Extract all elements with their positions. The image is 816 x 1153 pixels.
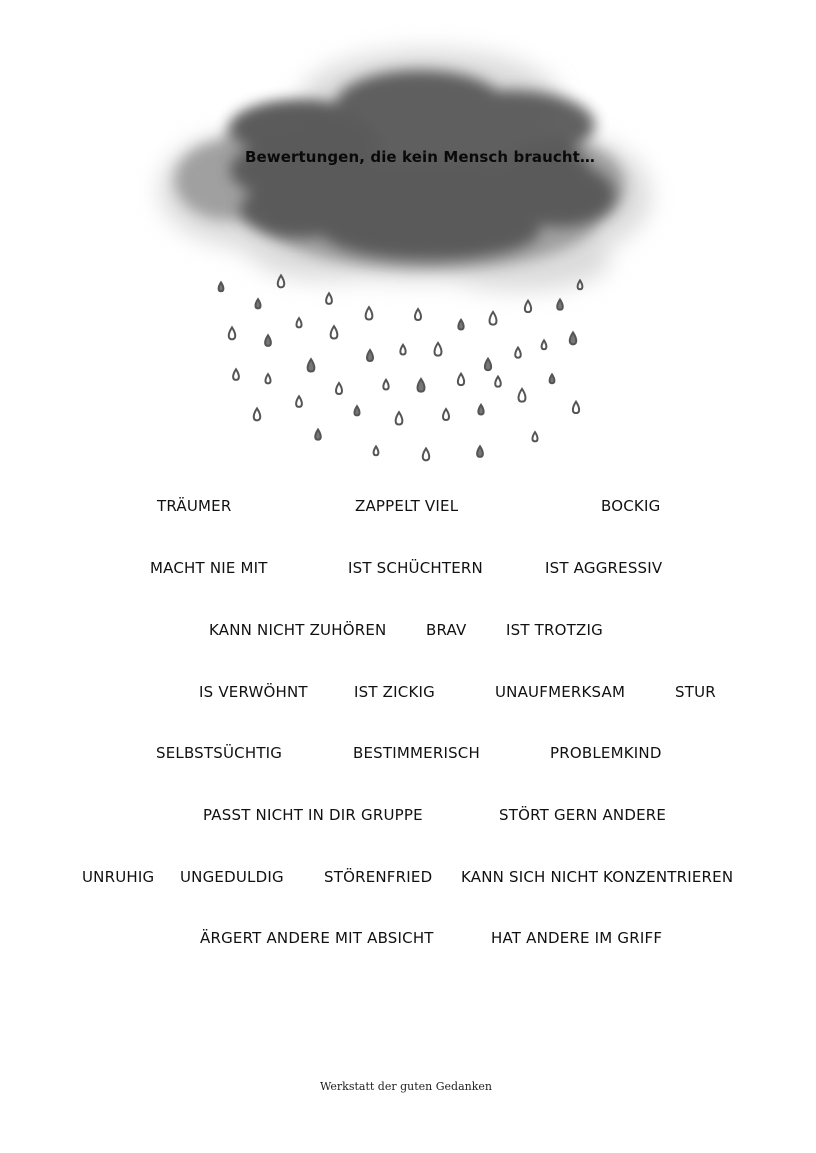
raindrop-icon [515, 348, 521, 358]
footer-brand: Werkstatt der guten Gedanken [320, 1080, 492, 1093]
raindrop-icon [477, 446, 483, 457]
label-kann-nicht-zuhoeren: KANN NICHT ZUHÖREN [209, 621, 387, 639]
raindrop-icon [573, 402, 579, 413]
raindrops [219, 275, 583, 460]
label-hat-andere-im-griff: HAT ANDERE IM GRIFF [491, 929, 663, 947]
label-unruhig: UNRUHIG [82, 868, 155, 886]
raindrop-icon [233, 369, 239, 380]
label-selbstsuechtig: SELBSTSÜCHTIG [156, 744, 283, 762]
raindrop-icon [578, 280, 583, 289]
label-stoerenfried: STÖRENFRIED [324, 868, 433, 886]
raindrop-icon [570, 332, 576, 344]
label-unaufmerksam: UNAUFMERKSAM [495, 683, 626, 701]
raindrop-icon [308, 359, 315, 371]
rain-cloud-illustration [0, 0, 816, 480]
label-ist-zickig: IST ZICKIG [354, 683, 435, 701]
raindrop-icon [443, 409, 449, 420]
raindrop-icon [255, 299, 260, 308]
raindrop-icon [254, 408, 260, 420]
label-ungeduldig: UNGEDULDIG [180, 868, 284, 886]
label-is-verwoehnt: IS VERWÖHNT [199, 683, 308, 701]
label-traeumer: TRÄUMER [157, 497, 232, 515]
label-stur: STUR [675, 683, 716, 701]
raindrop-icon [435, 343, 442, 356]
label-problemkind: PROBLEMKIND [550, 744, 662, 762]
raindrop-icon [265, 374, 270, 383]
raindrop-icon [490, 312, 497, 325]
raindrop-icon [354, 406, 359, 415]
raindrop-icon [532, 432, 537, 441]
raindrop-icon [495, 377, 501, 387]
raindrop-icon [478, 405, 483, 415]
label-kann-sich-nicht-konzentrieren: KANN SICH NICHT KONZENTRIEREN [461, 868, 734, 886]
label-aergert-andere-mit-absicht: ÄRGERT ANDERE MIT ABSICHT [200, 929, 434, 947]
label-ist-trotzig: IST TROTZIG [506, 621, 603, 639]
raindrop-icon [396, 412, 403, 424]
raindrop-icon [326, 293, 332, 304]
page-title: Bewertungen, die kein Mensch braucht… [244, 148, 595, 166]
raindrop-icon [278, 275, 284, 287]
label-ist-schuechtern: IST SCHÜCHTERN [348, 559, 483, 577]
raindrop-icon [550, 374, 555, 383]
raindrop-icon [485, 359, 491, 370]
raindrop-icon [296, 318, 301, 327]
raindrop-icon [418, 379, 425, 392]
label-stoert-gern-andere: STÖRT GERN ANDERE [499, 806, 667, 824]
raindrop-icon [331, 326, 338, 338]
raindrop-icon [400, 345, 405, 355]
raindrop-icon [519, 389, 526, 402]
raindrop-icon [458, 320, 463, 330]
raindrop-icon [219, 282, 224, 291]
label-ist-aggressiv: IST AGGRESSIV [545, 559, 663, 577]
raindrop-icon [296, 396, 302, 407]
label-macht-nie-mit: MACHT NIE MIT [150, 559, 268, 577]
raindrop-icon [336, 383, 342, 394]
raindrop-icon [525, 301, 531, 312]
cloud-icon [160, 50, 650, 290]
raindrop-icon [229, 327, 235, 339]
raindrop-icon [265, 335, 271, 346]
label-brav: BRAV [426, 621, 467, 639]
raindrop-icon [423, 448, 429, 460]
label-bestimmerisch: BESTIMMERISCH [353, 744, 480, 762]
raindrop-icon [458, 374, 464, 385]
raindrop-icon [374, 446, 379, 455]
raindrop-icon [366, 307, 373, 319]
raindrop-icon [383, 380, 388, 390]
raindrop-icon [367, 350, 373, 361]
label-passt-nicht-in-dir-gruppe: PASST NICHT IN DIR GRUPPE [203, 806, 423, 824]
label-zappelt-viel: ZAPPELT VIEL [355, 497, 459, 515]
raindrop-icon [542, 340, 547, 349]
raindrop-icon [315, 430, 321, 440]
label-bockig: BOCKIG [601, 497, 661, 515]
raindrop-icon [557, 300, 563, 310]
raindrop-icon [415, 309, 421, 320]
